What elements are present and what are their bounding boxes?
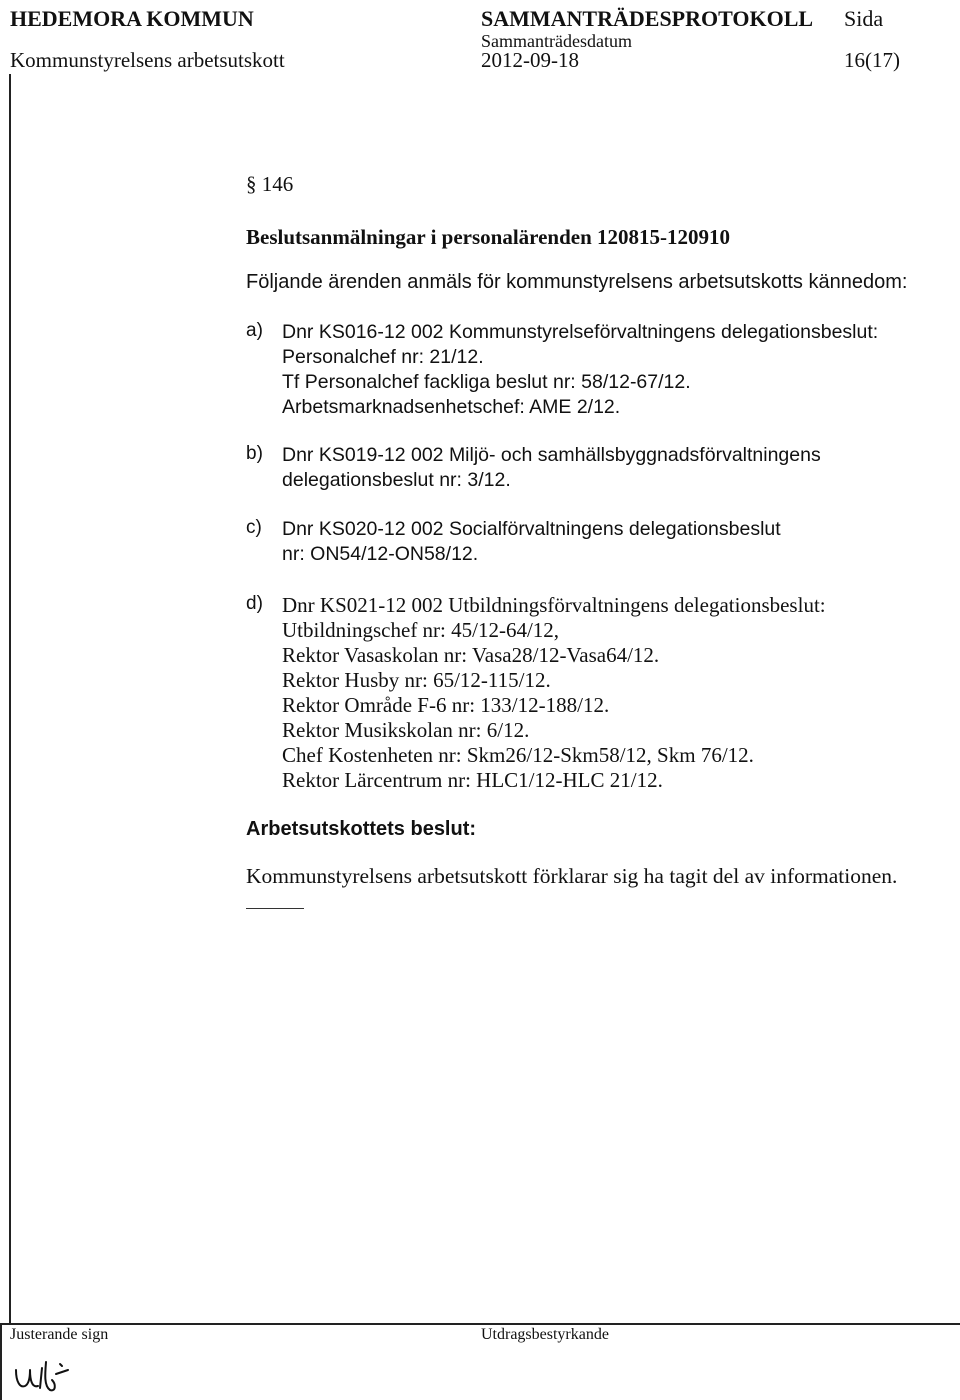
item-line: Rektor Husby nr: 65/12-115/12. — [282, 668, 551, 692]
item-line: Rektor Lärcentrum nr: HLC1/12-HLC 21/12. — [282, 768, 663, 792]
org-name: HEDEMORA KOMMUN — [10, 6, 254, 31]
page-number: 16(17) — [844, 48, 900, 72]
item-line: Dnr KS021-12 002 Utbildningsförvaltningens delegationsbeslut: — [282, 593, 826, 617]
footer-left-rule — [0, 1323, 2, 1400]
end-dash — [246, 908, 304, 909]
page-label: Sida — [844, 6, 884, 31]
item-letter: c) — [246, 517, 262, 538]
item-letter: a) — [246, 320, 263, 341]
paragraph-number: § 146 — [246, 172, 294, 196]
item-line: Arbetsmarknadsenhetschef: AME 2/12. — [282, 396, 621, 418]
item-line: Dnr KS019-12 002 Miljö- och samhällsbyggnadsförvaltningens — [282, 444, 821, 466]
left-margin-rule — [9, 74, 11, 1324]
item-line: Rektor Område F-6 nr: 133/12-188/12. — [282, 693, 610, 717]
item-line: Personalchef nr: 21/12. — [282, 346, 484, 368]
committee-name: Kommunstyrelsens arbetsutskott — [10, 48, 285, 72]
item-line: Dnr KS016-12 002 Kommunstyrelseförvaltningens delegationsbeslut: — [282, 321, 879, 343]
item-line: nr: ON54/12-ON58/12. — [282, 543, 479, 565]
footer-rule — [0, 1323, 960, 1325]
intro-text: Följande ärenden anmäls för kommunstyrelsens arbetsutskotts kännedom: — [246, 271, 908, 293]
item-line: Rektor Musikskolan nr: 6/12. — [282, 718, 530, 742]
meeting-date: 2012-09-18 — [481, 48, 579, 72]
decision-text: Kommunstyrelsens arbetsutskott förklarar sig ha tagit del av informationen. — [246, 864, 898, 888]
signature-image — [12, 1356, 82, 1396]
decision-heading: Arbetsutskottets beslut: — [246, 818, 477, 840]
section-title: Beslutsanmälningar i personalärenden 120815-120910 — [246, 225, 731, 249]
item-line: delegationsbeslut nr: 3/12. — [282, 469, 511, 491]
item-letter: d) — [246, 593, 263, 614]
item-line: Chef Kostenheten nr: Skm26/12-Skm58/12, Skm 76/12. — [282, 743, 754, 767]
item-line: Rektor Vasaskolan nr: Vasa28/12-Vasa64/12. — [282, 643, 660, 667]
document-type: SAMMANTRÄDESPROTOKOLL — [481, 6, 814, 31]
meeting-date-label: Sammanträdesdatum — [481, 31, 632, 51]
footer-initials-label: Justerande sign — [10, 1326, 109, 1343]
item-line: Utbildningschef nr: 45/12-64/12, — [282, 618, 560, 642]
item-line: Dnr KS020-12 002 Socialförvaltningens delegationsbeslut — [282, 518, 781, 540]
item-line: Tf Personalchef fackliga beslut nr: 58/12-67/12. — [282, 371, 691, 393]
footer-certification-label: Utdragsbestyrkande — [481, 1326, 609, 1343]
item-letter: b) — [246, 443, 263, 464]
